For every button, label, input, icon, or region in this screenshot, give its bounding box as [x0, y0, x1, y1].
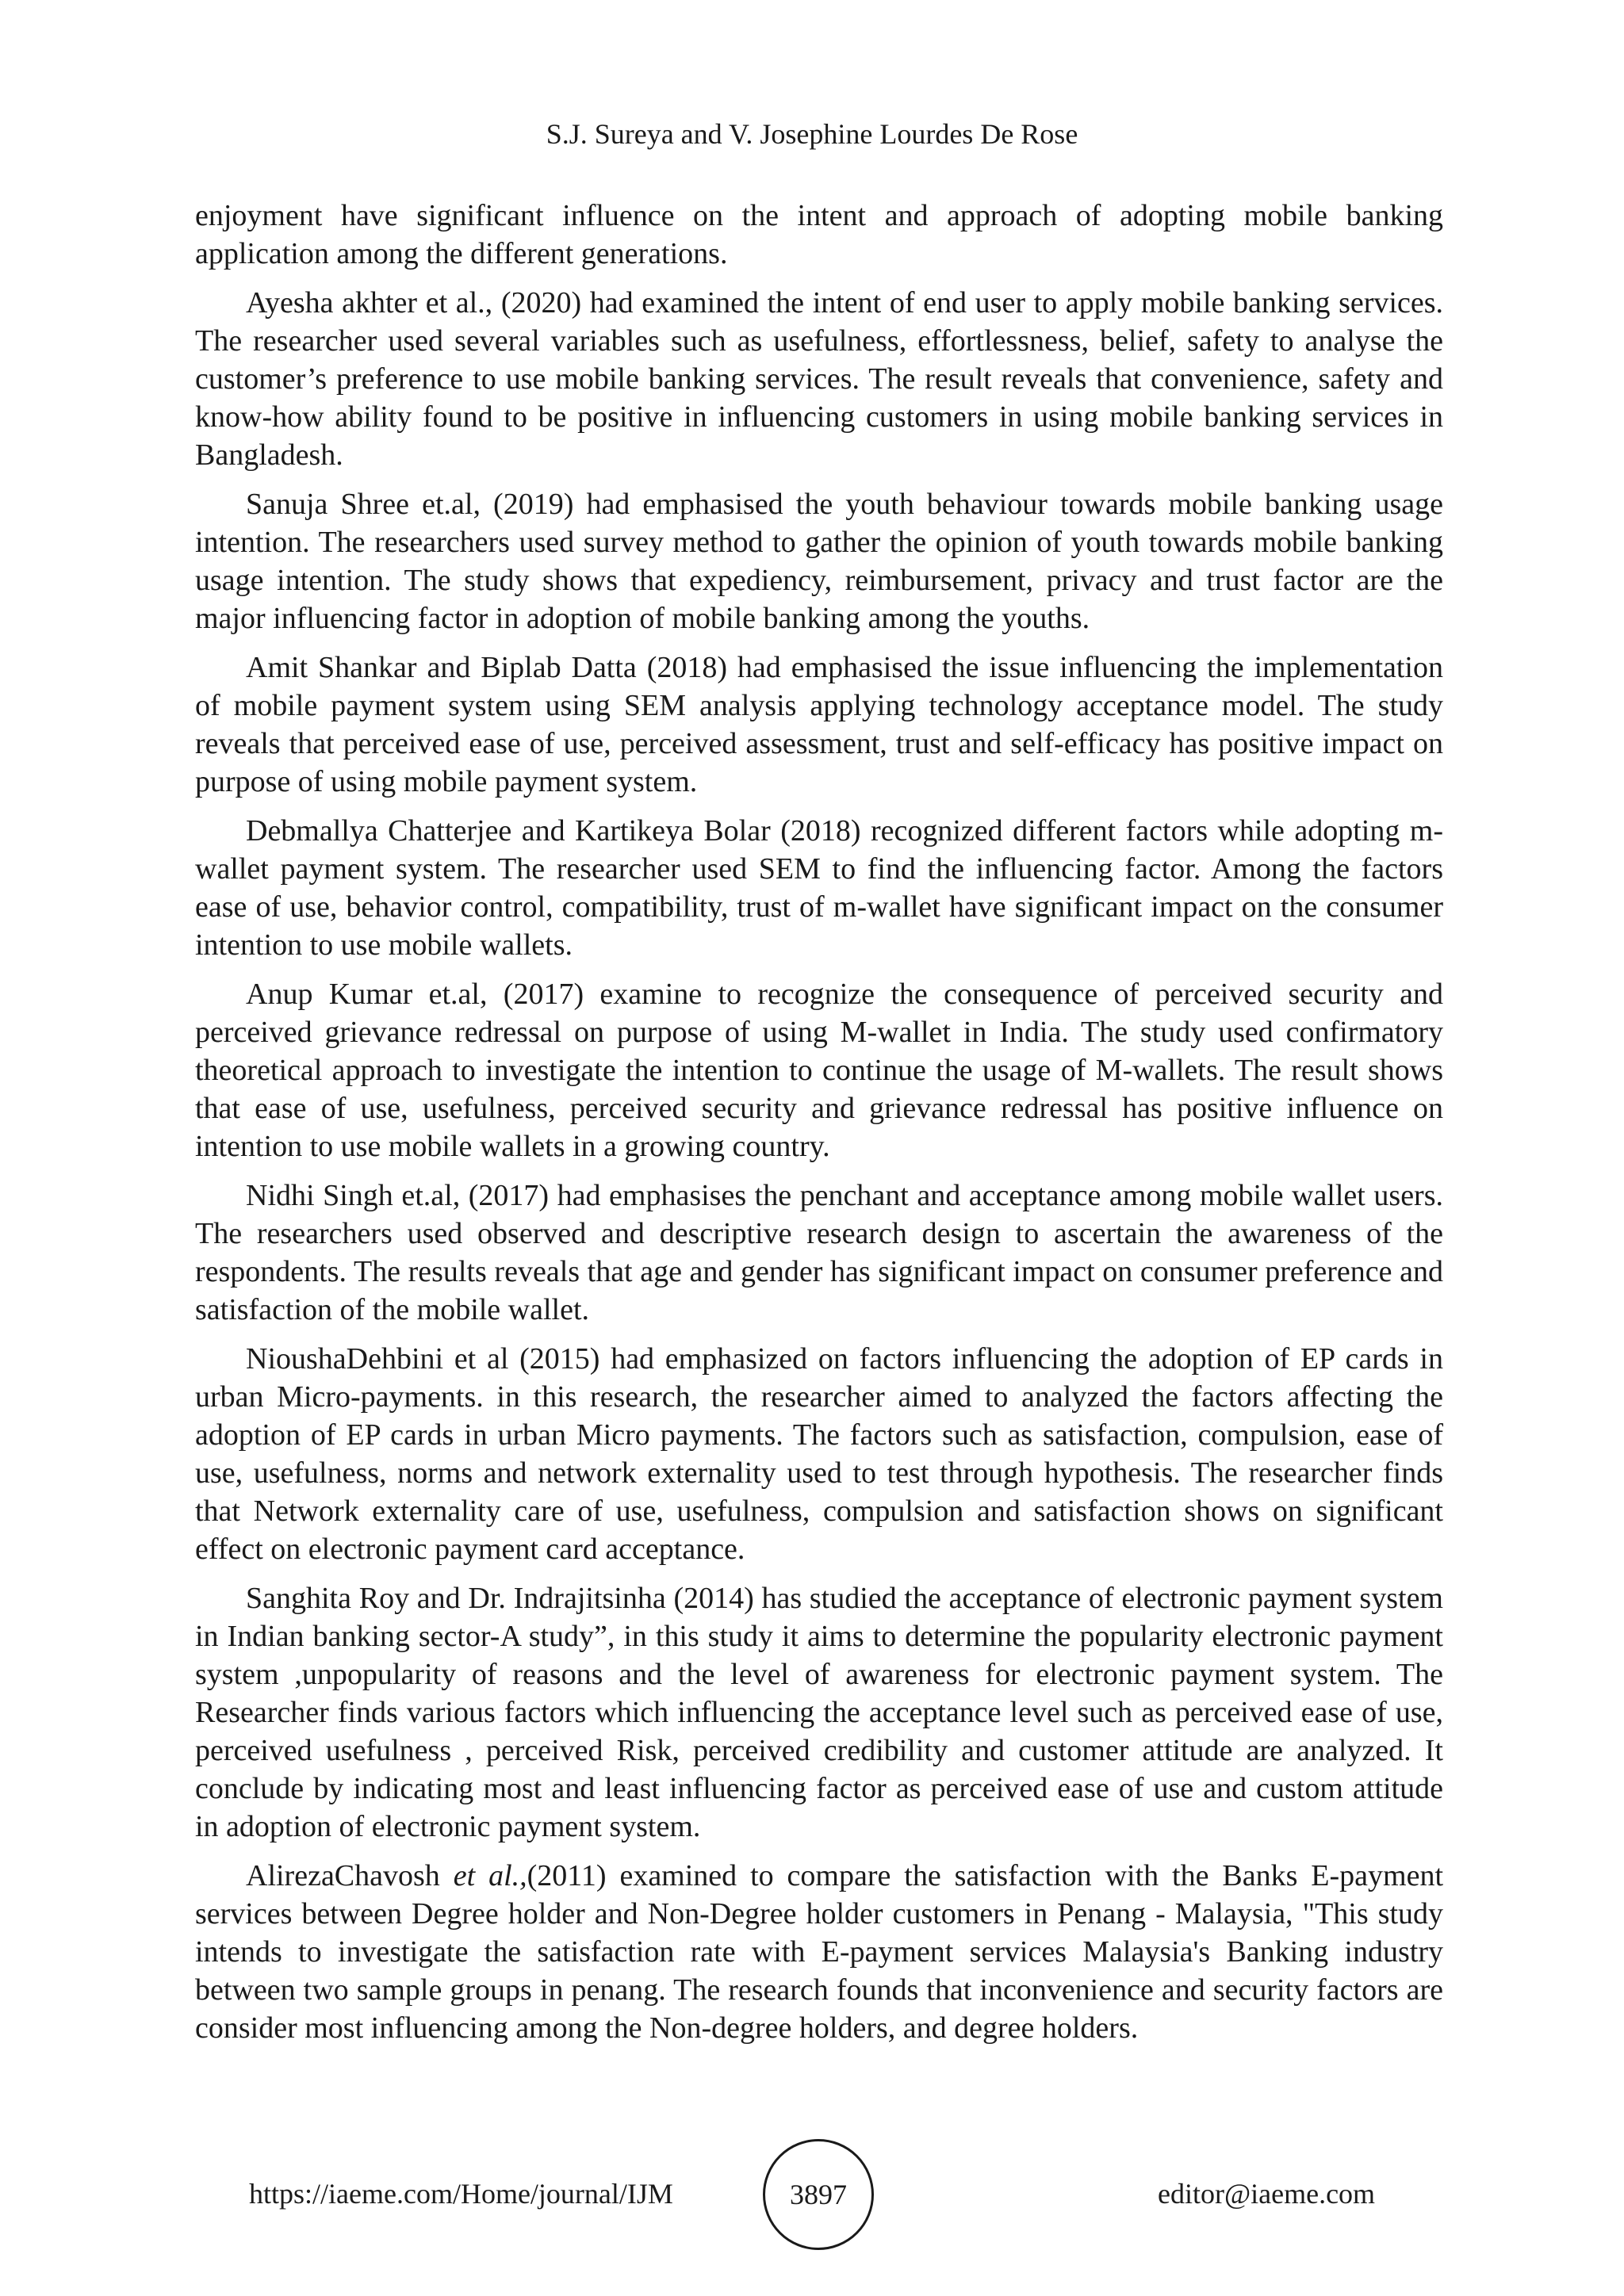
article-body — [195, 197, 1443, 2058]
paragraph-nioushadehbini: NioushaDehbini et al (2015) had emphasized on factors influencing the adoption of EP cards in urban Micro-payments. in this research, the researcher aimed to analyzed the factors affecting the adoption of EP cards in urban Micro payments. The factors such as satisfaction, compulsion, ease of use, usefulness, norms and network externality used to test through hypothesis. The researcher finds that Network externality care of use, usefulness, compulsion and satisfaction shows on significant effect on electronic payment card acceptance. — [195, 1342, 1443, 1566]
running-header: S.J. Sureya and V. Josephine Lourdes De Rose — [546, 118, 1078, 150]
paragraph-anup-kumar: Anup Kumar et.al, (2017) examine to recognize the consequence of perceived security and perceived grievance redressal on purpose of using M-wallet in India. The study used confirmatory theoretical approach to investigate the intention to continue the usage of M-wallets. The result shows that ease of use, usefulness, perceived security and grievance redressal has positive influence on intention to use mobile wallets in a growing country. — [195, 978, 1443, 1163]
paragraph-nidhi-singh: Nidhi Singh et.al, (2017) had emphasises the penchant and acceptance among mobile wallet users. The researchers used observed and descriptive research design to ascertain the awareness of the respondents. The results reveals that age and gender has significant impact on consumer preference and satisfaction of the mobile wallet. — [195, 1179, 1443, 1326]
page-number: 3897 — [790, 2179, 847, 2210]
paragraph-sanghita-roy: Sanghita Roy and Dr. Indrajitsinha (2014) has studied the acceptance of electronic payment system in Indian banking sector-A study”, in this study it aims to determine the popularity electronic payment system ,unpopularity of reasons and the level of awareness for electronic payment system. The Researcher finds various factors which influencing the acceptance level such as perceived ease of use, perceived usefulness , perceived Risk, perceived credibility and customer attitude are analyzed. It conclude by indicating most and least influencing factor as perceived ease of use and custom attitude in adoption of electronic payment system. — [195, 1582, 1443, 1843]
footer-journal-link[interactable]: https://iaeme.com/Home/journal/IJM — [249, 2178, 673, 2210]
page-number-badge — [763, 2139, 874, 2250]
citation-text: (2011) examined to compare the satisfaction with the Banks E-payment services between Degree holder and Non-Degree holder customers in Penang - Malaysia, "This study intends to investigate the satisfaction rate with E-payment services Malaysia's Banking industry between two sample groups in penang. The research founds that inconvenience and security factors are consider most influencing among the Non-degree holders, and degree holders. — [195, 1859, 1444, 2045]
paragraph-continued: enjoyment have significant influence on the intent and approach of adopting mobile banking application among the different generations. — [195, 199, 1443, 270]
paragraph-ayesha-akhter: Ayesha akhter et al., (2020) had examined the intent of end user to apply mobile banking services. The researcher used several variables such as usefulness, effortlessness, belief, safety to analyse the customer’s preference to use mobile banking services. The result reveals that convenience, safety and know-how ability found to be positive in influencing customers in using mobile banking services in Bangladesh. — [195, 286, 1443, 472]
paragraph-sanuja-shree: Sanuja Shree et.al, (2019) had emphasised the youth behaviour towards mobile banking usage intention. The researchers used survey method to gather the opinion of youth towards mobile banking usage intention. The study shows that expediency, reimbursement, privacy and trust factor are the major influencing factor in adoption of mobile banking among the youths. — [195, 488, 1443, 635]
footer-email-link[interactable]: editor@iaeme.com — [1158, 2178, 1376, 2210]
citation-author: AlirezaChavosh — [246, 1859, 454, 1892]
citation-et-al: et al., — [453, 1859, 527, 1892]
paragraph-alirezachavosh — [195, 1857, 1443, 2047]
paragraph-debmallya-chatterjee: Debmallya Chatterjee and Kartikeya Bolar (2018) recognized different factors while adopting m-wallet payment system. The researcher used SEM to find the influencing factor. Among the factors ease of use, behavior control, compatibility, trust of m-wallet have significant impact on the consumer intention to use mobile wallets. — [195, 814, 1443, 962]
paragraph-amit-shankar: Amit Shankar and Biplab Datta (2018) had emphasised the issue influencing the implementation of mobile payment system using SEM analysis applying technology acceptance model. The study reveals that perceived ease of use, perceived assessment, trust and self-efficacy has positive impact on purpose of using mobile payment system. — [195, 651, 1443, 798]
